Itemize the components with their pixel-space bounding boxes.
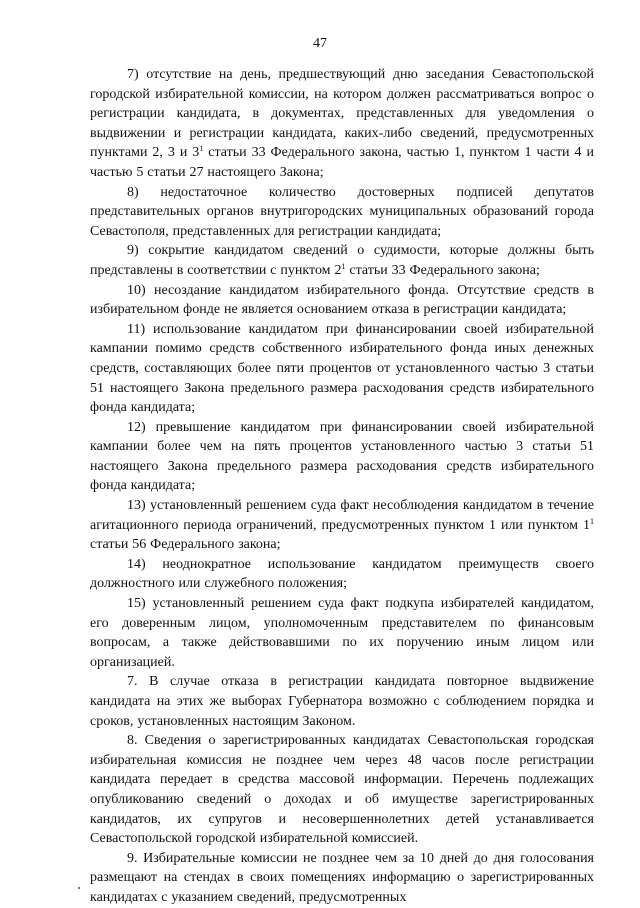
list-item-14	[90, 555, 594, 594]
text-run: 7) отсутствие на день, предшествующий дню заседания Севастопольской городской избирательной комиссии, на котором должен рассматриваться вопрос о регистрации кандидата, в документах, представленных для уведомления о выдвижении и регистрации кандидата, каких-либо сведений, предусмотренных пунктами 2, 3 и 3	[90, 67, 594, 161]
document-body	[90, 65, 594, 908]
superscript-1: 1	[341, 261, 346, 271]
list-item-9	[90, 241, 594, 280]
text-run: 8. Сведения о зарегистрированных кандидатах Севастопольская городская избирательная комиссия не позднее чем через 48 часов после регистрации кандидата передает в средства массовой информации. Перечень подлежащих опубликованию сведений о доходах и об имуществе зарегистрированных кандидатов, их супругов и несовершеннолетних детей устанавливается Севастопольской городской избирательной комиссией.	[90, 733, 594, 847]
list-item-10	[90, 281, 594, 320]
list-item-15	[90, 594, 594, 672]
list-item-8	[90, 183, 594, 242]
superscript-1: 1	[199, 144, 204, 154]
text-run: 11) использование кандидатом при финансировании своей избирательной кампании помимо средств собственного избирательного фонда иных денежных средств, составляющих более пяти процентов от установленного частью 3 статьи 51 настоящего Закона предельного размера расходования средств избирательного фонда кандидата;	[90, 321, 594, 416]
list-item-11	[90, 320, 594, 418]
text-run: 13) установленный решением суда факт несоблюдения кандидатом в течение агитационного периода ограничений, предусмотренных пунктом 1 или пунктом 1	[90, 498, 594, 533]
section-part-7	[90, 672, 594, 731]
superscript-1: 1	[590, 516, 594, 526]
list-item-13	[90, 496, 594, 555]
text-run: статьи 56 Федерального закона;	[90, 537, 281, 553]
scan-speck	[78, 887, 80, 889]
text-run: 10) несоздание кандидатом избирательного фонда. Отсутствие средств в избирательном фонде не является основанием отказа в регистрации кандидата;	[90, 282, 594, 318]
text-run: 15) установленный решением суда факт подкупа избирателей кандидатом, его доверенным лицом, уполномоченным представителем по финансовым вопросам, а также действовавшими по их поручению иным лицом или организацией.	[90, 596, 594, 670]
text-run: 9. Избирательные комиссии не позднее чем за 10 дней до дня голосования размещают на стендах в своих помещениях информацию о зарегистрированных кандидатах с указанием сведений, предусмотренных	[90, 850, 594, 905]
section-part-9	[90, 849, 594, 908]
text-run: 12) превышение кандидатом при финансировании своей избирательной кампании более чем на пять процентов установленного частью 3 статьи 51 настоящего Закона предельного размера расходования средств избирательного фонда кандидата;	[90, 419, 594, 494]
text-run: 9) сокрытие кандидатом сведений о судимости, которые должны быть представлены в соответствии с пунктом 2	[90, 243, 594, 278]
list-item-12	[90, 418, 594, 496]
text-run: статьи 33 Федерального закона;	[345, 262, 540, 278]
text-run: 7. В случае отказа в регистрации кандидата повторное выдвижение кандидата на этих же выборах Губернатора возможно с соблюдением порядка и сроков, установленных настоящим Законом.	[90, 674, 594, 729]
text-run: 8) недостаточное количество достоверных подписей депутатов представительных органов внутригородских муниципальных образований города Севастополя, представленных для регистрации кандидата;	[90, 184, 594, 239]
text-run: статьи 33 Федерального закона, частью 1, пунктом 1 части 4 и частью 5 статьи 27 настоящего Закона;	[90, 145, 594, 180]
page-number: 47	[313, 36, 327, 51]
section-part-8	[90, 731, 594, 849]
list-item-7	[90, 65, 594, 183]
text-run: 14) неоднократное использование кандидатом преимуществ своего должностного или служебного положения;	[90, 556, 594, 592]
